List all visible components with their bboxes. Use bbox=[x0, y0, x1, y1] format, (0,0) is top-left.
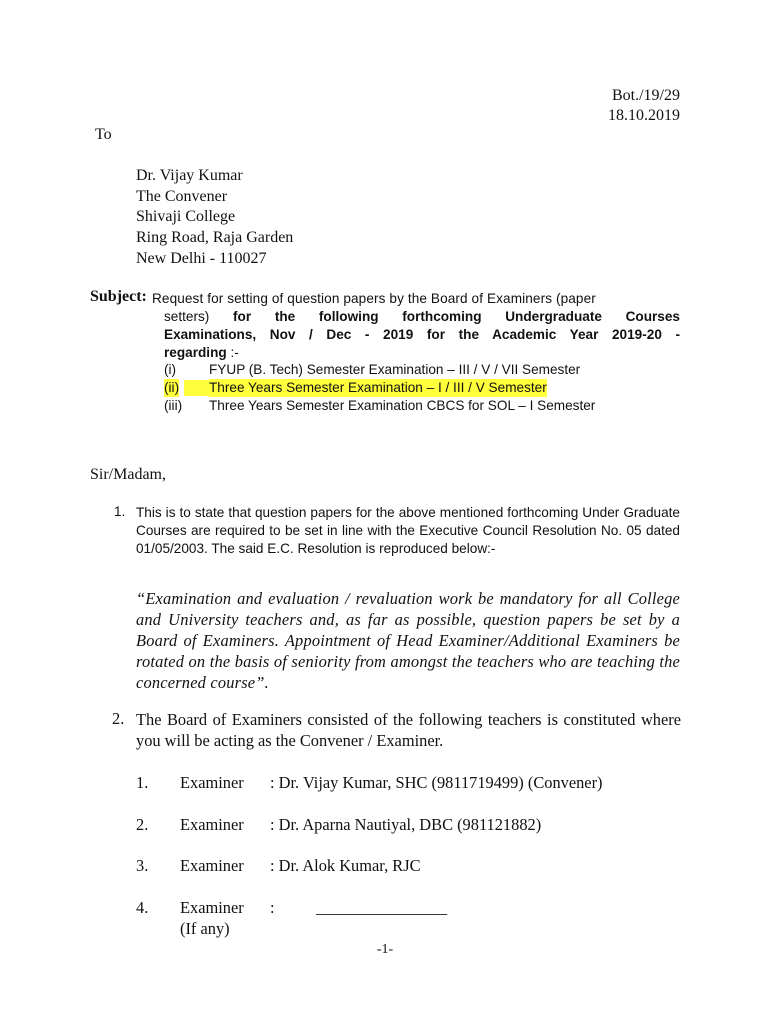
highlight-gap bbox=[184, 380, 209, 396]
examiner-row: 2. Examiner : Dr. Aparna Nautiyal, DBC (981121882) bbox=[136, 815, 542, 834]
para-2-number: 2. bbox=[112, 709, 125, 728]
ec-resolution-quote: “Examination and evaluation / revaluation work be mandatory for all College and University teachers and, as far as possible, question papers be set by a Board of Examiners. Appointment of Head Examiner/Additional Examiners be rotated on the basis of seniority from amongst the teachers who are teaching the concerned course”. bbox=[136, 589, 680, 692]
examiner-row: 4. Examiner (If any) : ________________ bbox=[136, 898, 448, 938]
subject-line-4: regarding :- bbox=[164, 345, 239, 360]
examiner-row: 1. Examiner : Dr. Vijay Kumar, SHC (9811719499) (Convener) bbox=[136, 773, 603, 792]
para-1-number: 1. bbox=[114, 504, 126, 519]
page-number: -1- bbox=[376, 942, 394, 957]
addressee-name: Dr. Vijay Kumar bbox=[136, 167, 243, 184]
reference-number: Bot./19/29 bbox=[611, 87, 680, 104]
para-2-text: The Board of Examiners consisted of the following teachers is constituted where you will be acting as the Convener / Examiner. bbox=[136, 710, 681, 750]
blank-line: ________________ bbox=[316, 898, 448, 917]
para-1-text: This is to state that question papers for the above mentioned forthcoming Under Graduate Courses are required to be set in line with the Executive Council Resolution No. 05 dated 01/05/2003. The said E.C. Resolution is reproduced below:- bbox=[136, 505, 680, 556]
addressee-city: New Delhi - 110027 bbox=[136, 249, 267, 267]
addressee-street: Ring Road, Raja Garden bbox=[136, 229, 294, 247]
examiner-row: 3. Examiner : Dr. Alok Kumar, RJC bbox=[136, 856, 421, 875]
examiner-if-any: (If any) bbox=[180, 919, 230, 938]
subject-label: Subject: bbox=[90, 288, 147, 305]
to-label: To bbox=[95, 126, 112, 143]
addressee-block bbox=[136, 166, 293, 270]
salutation: Sir/Madam, bbox=[90, 466, 166, 483]
letter-page: Bot./19/29 18.10.2019 To Dr. Vijay Kumar The Convener Shivaji College Ring Road, Raja Garden New Delhi - 110027 Subject: Request for setting of question papers by the Board of Examiners (paper setters) for the following forthcoming Undergraduate Courses Examinations, Nov / Dec - 2019 for the Academic Year 2019-20 - regarding :- (i) FYUP (B. Tech) Semester Examination – III / V / VII Semester (ii) Three Years Semester Examination – I / III / V Semester (iii) Three Years Semester Examination CBCS for SOL – I Semester Sir/Madam, 1. This is to state that question papers for the above mentioned forthcoming Under Graduate Courses are required to be set in line with the Executive Council Resolution No. 05 dated 01/05/2003. The said E.C. Resolution is reproduced below:- “Examination and evaluation / revaluation work be mandatory for all College and University teachers and, as far as possible, question papers be set by a Board of Examiners. Appointment of Head Examiner/Additional Examiners be rotated on the basis of seniority from amongst the teachers who are teaching the concerned course”. 2. The Board of Examiners consisted of the following teachers is constituted where you will be acting as the Convener / Examiner. 1. Examiner : Dr. Vijay Kumar, SHC (9811719499) (Convener) 2. Examiner : Dr. Aparna Nautiyal, DBC (981121882) 3. Examiner : Dr. Alok Kumar, RJC 4. Examiner (If any) : ________________ -1- bbox=[0, 0, 770, 1024]
subject-line-3: Examinations, Nov / Dec - 2019 for the Academic Year 2019-20 - bbox=[164, 327, 680, 342]
addressee-college: Shivaji College bbox=[136, 208, 236, 226]
letter-date: 18.10.2019 bbox=[608, 107, 680, 124]
addressee-designation: The Convener bbox=[136, 187, 228, 205]
subject-line-2: setters) for the following forthcoming Undergraduate Courses bbox=[164, 309, 680, 324]
subject-line-1: Request for setting of question papers by the Board of Examiners (paper bbox=[152, 291, 596, 306]
